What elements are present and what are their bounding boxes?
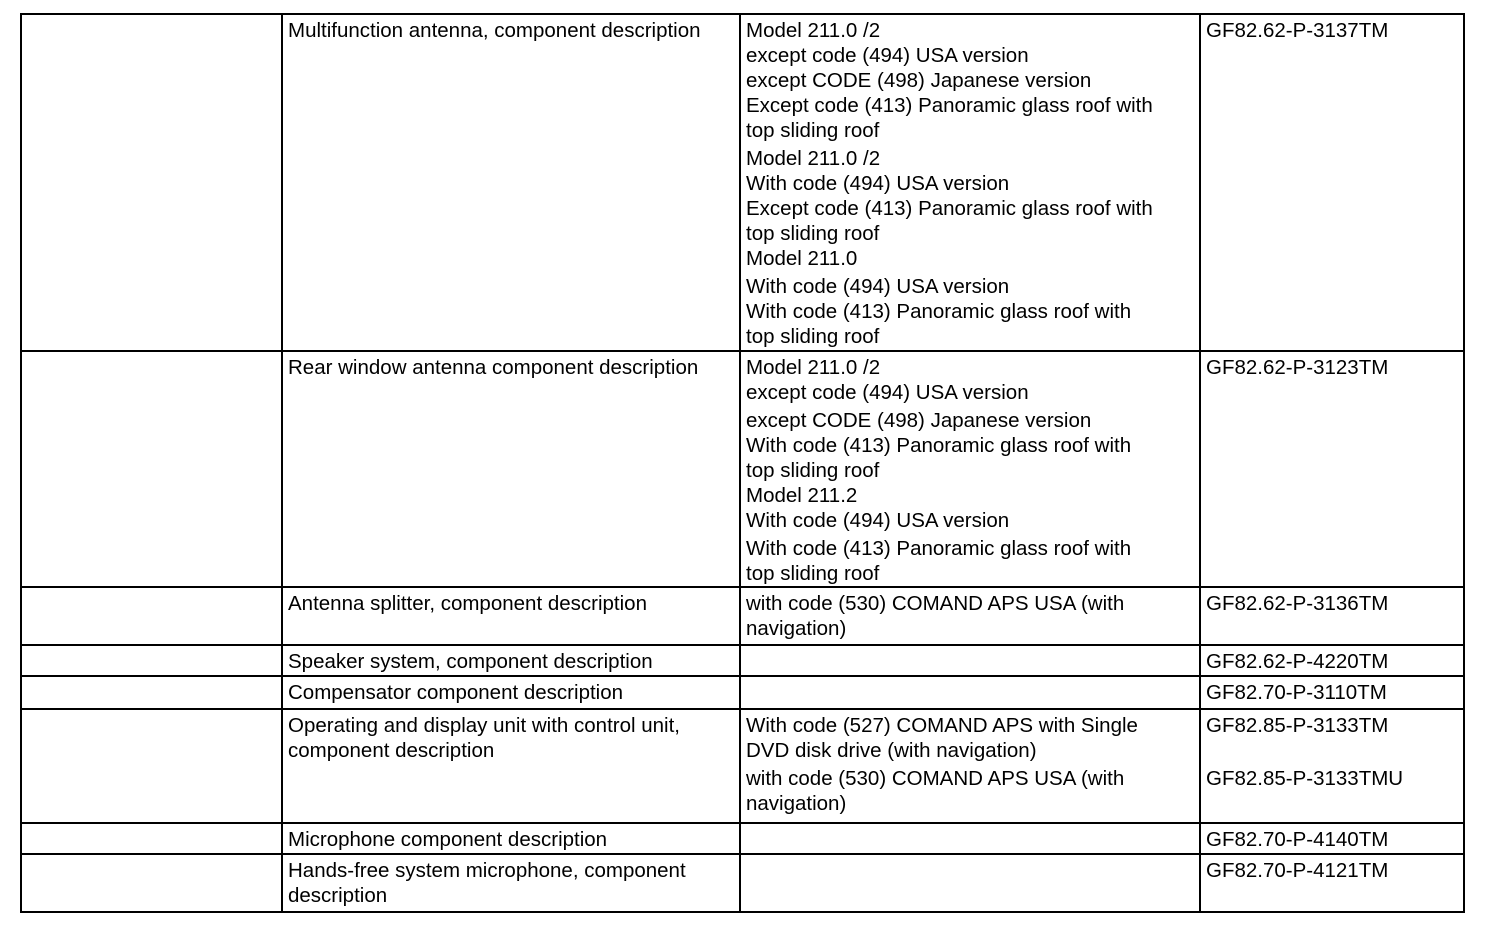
component-cell: Microphone component description [282,823,740,854]
condition-cell [740,676,1200,709]
table-row [21,645,1464,676]
table-row [21,351,1464,587]
empty-cell [21,14,282,351]
condition-cell [740,854,1200,912]
empty-cell [21,823,282,854]
document-page [20,13,1465,913]
condition-cell: With code (527) COMAND APS with Single DVD disk drive (with navigation) with code (530) COMAND APS USA (with navigation) [740,709,1200,823]
component-cell: Operating and display unit with control unit, component description [282,709,740,823]
condition-cell [740,645,1200,676]
component-cell: Speaker system, component description [282,645,740,676]
table-row [21,854,1464,912]
empty-cell [21,676,282,709]
condition-cell: Model 211.0 /2 except code (494) USA version except CODE (498) Japanese version Except code (413) Panoramic glass roof with top sliding roof Model 211.0 /2 With code (494) USA version Except code (413) Panoramic glass roof with top sliding roof Model 211.0 With code (494) USA version With code (413) Panoramic glass roof with top sliding roof [740,14,1200,351]
component-cell: Hands-free system microphone, component description [282,854,740,912]
condition-cell [740,823,1200,854]
empty-cell [21,645,282,676]
code-cell: GF82.70-P-4121TM [1200,854,1464,912]
code-cell: GF82.62-P-3137TM [1200,14,1464,351]
table-row [21,587,1464,645]
component-cell: Rear window antenna component description [282,351,740,587]
component-cell: Antenna splitter, component description [282,587,740,645]
code-cell: GF82.62-P-3136TM [1200,587,1464,645]
table-row [21,676,1464,709]
table-row [21,14,1464,351]
code-cell: GF82.70-P-4140TM [1200,823,1464,854]
component-cell: Compensator component description [282,676,740,709]
condition-cell: Model 211.0 /2 except code (494) USA version except CODE (498) Japanese version With code (413) Panoramic glass roof with top sliding roof Model 211.2 With code (494) USA version With code (413) Panoramic glass roof with top sliding roof [740,351,1200,587]
code-cell: GF82.85-P-3133TM GF82.85-P-3133TMU [1200,709,1464,823]
table-row [21,709,1464,823]
code-cell: GF82.62-P-4220TM [1200,645,1464,676]
code-cell: GF82.62-P-3123TM [1200,351,1464,587]
code-cell: GF82.70-P-3110TM [1200,676,1464,709]
empty-cell [21,351,282,587]
condition-cell: with code (530) COMAND APS USA (with navigation) [740,587,1200,645]
table-row [21,823,1464,854]
empty-cell [21,709,282,823]
empty-cell [21,587,282,645]
empty-cell [21,854,282,912]
component-cell: Multifunction antenna, component description [282,14,740,351]
component-table [20,13,1465,913]
